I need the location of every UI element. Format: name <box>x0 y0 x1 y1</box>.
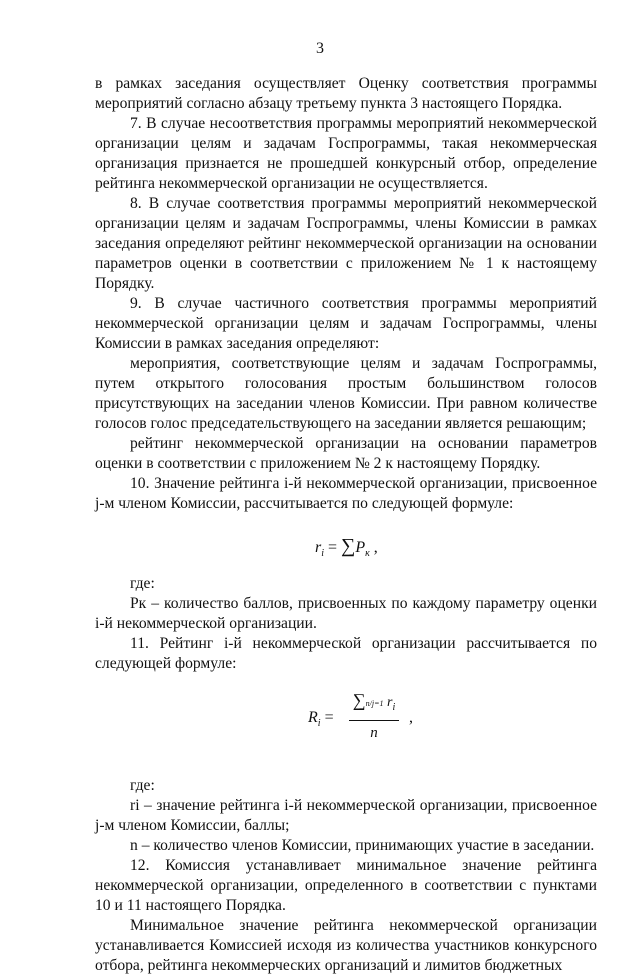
where-label-2: где: <box>130 777 155 794</box>
paragraph-10-definition: Pк – количество баллов, присвоенных по каждому параметру оценки i-й некоммерческой организации. <box>95 595 597 632</box>
paragraph-9: 9. В случае частичного соответствия программы мероприятий некоммерческой организации целям и задачам Госпрограммы, члены Комиссии в рамках заседания определяют: <box>95 295 597 352</box>
formula-2-numerator: ∑n/j=1 $r_i$ <box>352 690 396 713</box>
formula-2-lhs <box>308 708 334 734</box>
formula-1-eq: = <box>328 539 338 556</box>
formula-2-lhs-symbol: R <box>308 709 318 726</box>
paragraph-7: 7. В случае несоответствия программы мероприятий некоммерческой организации целям и задачам Госпрограммы, такая некоммерческая организация признается не прошедшей конкурсный отбор, определение рейтинга некоммерческой организации не осуществляется. <box>95 115 597 192</box>
page-number: 3 <box>316 40 324 57</box>
paragraph-8: 8. В случае соответствия программы мероприятий некоммерческой организации целям и задачам Госпрограммы, члены Комиссии в рамках заседания определяют рейтинг некоммерческой организации на основании параметров оценки в соответствии с приложением № 1 к настоящему Порядку. <box>95 195 597 292</box>
paragraph-9-item-2: рейтинг некоммерческой организации на основании параметров оценки в соответствии с приложением № 2 к настоящему Порядку. <box>95 435 597 472</box>
formula-2-term-sub: i <box>392 702 396 713</box>
paragraph-11: 11. Рейтинг i-й некоммерческой организации рассчитывается по следующей формуле: <box>95 635 597 672</box>
formula-2-fraction-bar <box>349 720 399 721</box>
formula-2-lhs-sub: i <box>317 718 321 729</box>
formula-1-tail: , <box>369 539 378 556</box>
paragraph-11-definition-r: ri – значение рейтинга i-й некоммерческой организации, присвоенное j-м членом Комиссии, баллы; <box>95 797 597 834</box>
formula-1-term: P <box>355 539 366 556</box>
formula-rating-total <box>95 686 597 746</box>
formula-2-denominator: n <box>370 725 378 741</box>
paragraph-9-item-1: мероприятия, соответствующие целям и задачам Госпрограммы, путем открытого голосования простым большинством голосов присутствующих на заседании членов Комиссии. При равном количестве голосов голос председательствующего на заседании является решающим; <box>95 355 597 432</box>
formula-1-lhs-sub: i <box>321 548 325 559</box>
formula-2-lower-limit: j=1 <box>371 699 384 708</box>
where-label-1: где: <box>130 575 155 592</box>
formula-1-lhs: r <box>315 539 322 556</box>
formula-2-tail: , <box>409 709 413 726</box>
formula-2-fraction <box>345 690 403 743</box>
document-body <box>95 74 597 976</box>
paragraph-11-definition-n: n – количество членов Комиссии, принимающих участие в заседании. <box>130 837 595 854</box>
paragraph-10: 10. Значение рейтинга i-й некоммерческой организации, присвоенное j-м членом Комиссии, рассчитывается по следующей формуле: <box>95 475 597 512</box>
formula-rating-member <box>95 524 597 568</box>
paragraph-continuation: в рамках заседания осуществляет Оценку соответствия программы мероприятий согласно абзацу третьему пункта 3 настоящего Порядка. <box>95 75 597 112</box>
paragraph-12-continuation: Минимальное значение рейтинга некоммерческой организации устанавливается Комиссией исходя из количества участников конкурсного отбора, рейтинга некоммерческих организаций и лимитов бюджетных <box>95 917 597 974</box>
formula-2-upper-limit: n <box>365 699 370 708</box>
formula-1-expression <box>315 536 378 564</box>
formula-1-sum-sign: ∑ <box>341 535 356 557</box>
paragraph-12: 12. Комиссия устанавливает минимальное значение рейтинга некоммерческой организации, определенного в соответствии с пунктами 10 и 11 настоящего Порядка. <box>95 857 597 914</box>
formula-1-term-sub: к <box>365 548 370 559</box>
formula-2-sum-sign: ∑ <box>352 690 366 710</box>
formula-2-eq: = <box>324 709 334 726</box>
formula-2-term: r <box>386 695 393 710</box>
